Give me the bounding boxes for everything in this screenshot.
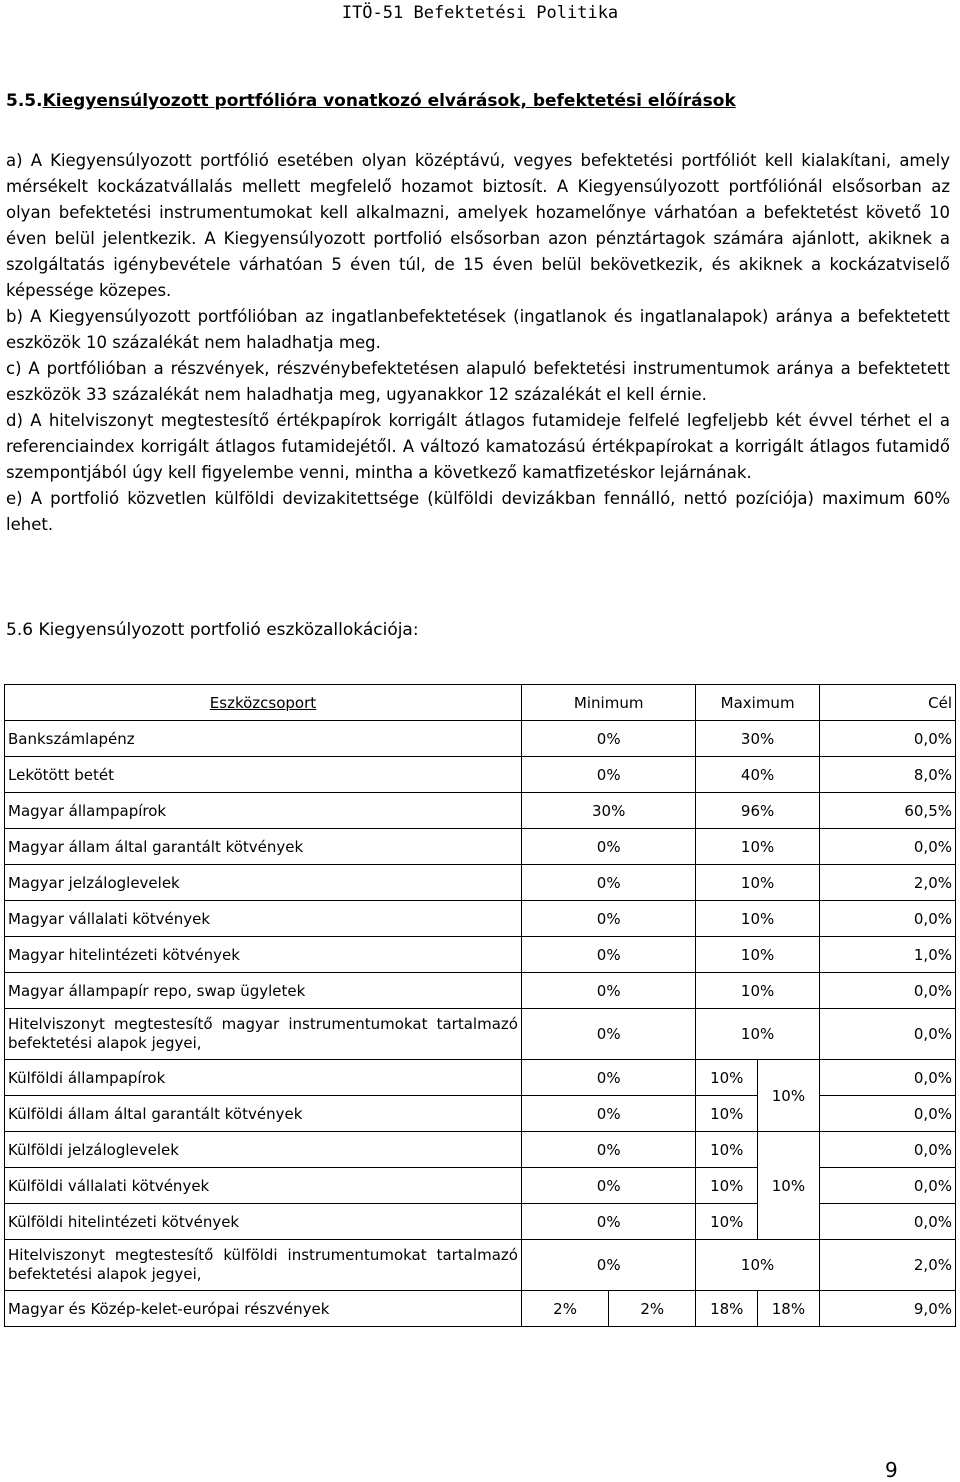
max-value: 10%	[696, 937, 819, 973]
max-value: 30%	[696, 721, 819, 757]
table-row	[5, 1291, 956, 1327]
target-value: 0,0%	[819, 721, 955, 757]
asset-name: Magyar jelzáloglevelek	[5, 865, 522, 901]
table-row	[5, 865, 956, 901]
min-value: 0%	[521, 1009, 695, 1060]
paragraph-d: d) A hitelviszonyt megtestesítő értékpapírok korrigált átlagos futamideje felfelé legfeljebb két évvel térhet el a referenciaindex korrigált átlagos futamidejétől. A változó kamatozású értékpapírokat a korrigált átlagos futamidő szempontjából úgy kell figyelembe venni, mintha a következő kamatfizetéskor lejárnának.	[6, 411, 950, 482]
max-value: 10%	[696, 1132, 758, 1168]
min-value: 0%	[521, 757, 695, 793]
table-row	[5, 937, 956, 973]
target-value: 0,0%	[819, 973, 955, 1009]
min-value: 0%	[521, 865, 695, 901]
table-row	[5, 1240, 956, 1291]
min-value: 0%	[521, 901, 695, 937]
target-value: 0,0%	[819, 1060, 955, 1096]
asset-name: Magyar hitelintézeti kötvények	[5, 937, 522, 973]
table-row	[5, 1060, 956, 1096]
min-value: 0%	[521, 937, 695, 973]
min-value: 0%	[521, 1096, 695, 1132]
asset-name: Külföldi állampapírok	[5, 1060, 522, 1096]
paragraph-b: b) A Kiegyensúlyozott portfólióban az ingatlanbefektetések (ingatlanok és ingatlanalapok) aránya a befektetett eszközök 10 százalékát nem haladhatja meg.	[6, 307, 950, 352]
group-max-value: 10%	[758, 1060, 820, 1132]
header-asset-class: Eszközcsoport	[5, 685, 522, 721]
min-value: 0%	[521, 1060, 695, 1096]
min-value: 0%	[521, 973, 695, 1009]
section-number: 5.5.	[6, 91, 43, 111]
target-value: 2,0%	[819, 865, 955, 901]
paragraph-e: e) A portfolió közvetlen külföldi devizakitettsége (külföldi devizákban fennálló, nettó pozíciója) maximum 60% lehet.	[6, 489, 950, 534]
page-number: 9	[885, 1458, 898, 1482]
paragraph-a: a) A Kiegyensúlyozott portfólió esetében olyan középtávú, vegyes befektetési portfóliót kell kialakítani, amely mérsékelt kockázatvállalás mellett megfelelő hozamot biztosít. A Kiegyensúlyozott portfóliónál elsősorban az olyan befektetési instrumentumokat kell alkalmazni, amelyek hozamelőnye várhatóan a befektetést követő 10 éven belül jelentkezik. A Kiegyensúlyozott portfolió elsősorban azon pénztártagok számára ajánlott, akiknek a szolgáltatás igénybevétele várhatóan 5 éven túl, de 15 éven belül bekövetkezik, és akiknek a kockázatviselő képessége közepes.	[6, 151, 950, 300]
section-title-text: Kiegyensúlyozott portfólióra vonatkozó elvárások, befektetési előírások	[42, 91, 736, 111]
target-value: 1,0%	[819, 937, 955, 973]
max-value: 96%	[696, 793, 819, 829]
min-value: 0%	[521, 1132, 695, 1168]
target-value: 0,0%	[819, 1204, 955, 1240]
min-value: 0%	[521, 829, 695, 865]
asset-name: Hitelviszonyt megtestesítő külföldi instrumentumokat tartalmazó befektetési alapok jegyei,	[5, 1240, 522, 1291]
header-maximum: Maximum	[696, 685, 819, 721]
target-value: 0,0%	[819, 1096, 955, 1132]
header-target: Cél	[819, 685, 955, 721]
max-value: 18%	[696, 1291, 758, 1327]
paragraph-c: c) A portfólióban a részvények, részvénybefektetésen alapuló befektetési instrumentumok aránya a befektetett eszközök 33 százalékát nem haladhatja meg, ugyanakkor 12 százalékát el kell érnie.	[6, 359, 950, 404]
asset-name: Külföldi állam által garantált kötvények	[5, 1096, 522, 1132]
asset-name: Magyar állampapírok	[5, 793, 522, 829]
table-row	[5, 901, 956, 937]
section-title	[6, 91, 736, 111]
group-max-value: 18%	[758, 1291, 820, 1327]
target-value: 60,5%	[819, 793, 955, 829]
max-value: 10%	[696, 1009, 819, 1060]
asset-name: Magyar állampapír repo, swap ügyletek	[5, 973, 522, 1009]
body-text	[6, 148, 950, 538]
table-row	[5, 757, 956, 793]
allocation-table	[4, 684, 956, 1327]
asset-name: Magyar és Közép-kelet-európai részvények	[5, 1291, 522, 1327]
asset-name: Külföldi vállalati kötvények	[5, 1168, 522, 1204]
asset-name: Lekötött betét	[5, 757, 522, 793]
min-value: 2%	[521, 1291, 608, 1327]
min-value: 0%	[521, 1240, 695, 1291]
max-value: 40%	[696, 757, 819, 793]
table-row	[5, 1132, 956, 1168]
max-value: 10%	[696, 1204, 758, 1240]
target-value: 8,0%	[819, 757, 955, 793]
subsection-title: 5.6 Kiegyensúlyozott portfolió eszközallokációja:	[6, 620, 419, 640]
max-value: 10%	[696, 1240, 819, 1291]
asset-name: Magyar vállalati kötvények	[5, 901, 522, 937]
max-value: 10%	[696, 901, 819, 937]
target-value: 0,0%	[819, 1168, 955, 1204]
header-minimum: Minimum	[521, 685, 695, 721]
target-value: 0,0%	[819, 1009, 955, 1060]
target-value: 0,0%	[819, 1132, 955, 1168]
group-max-value: 10%	[758, 1132, 820, 1240]
group-min-value: 2%	[609, 1291, 696, 1327]
max-value: 10%	[696, 1096, 758, 1132]
asset-name: Bankszámlapénz	[5, 721, 522, 757]
target-value: 9,0%	[819, 1291, 955, 1327]
table-row	[5, 973, 956, 1009]
asset-name: Magyar állam által garantált kötvények	[5, 829, 522, 865]
table-row	[5, 793, 956, 829]
target-value: 0,0%	[819, 829, 955, 865]
table-row	[5, 829, 956, 865]
max-value: 10%	[696, 1060, 758, 1096]
target-value: 2,0%	[819, 1240, 955, 1291]
table-row	[5, 1009, 956, 1060]
page-header: ITÖ-51 Befektetési Politika	[341, 3, 619, 23]
table-header-row	[5, 685, 956, 721]
max-value: 10%	[696, 829, 819, 865]
max-value: 10%	[696, 865, 819, 901]
asset-name: Külföldi hitelintézeti kötvények	[5, 1204, 522, 1240]
min-value: 30%	[521, 793, 695, 829]
asset-name: Külföldi jelzáloglevelek	[5, 1132, 522, 1168]
asset-name: Hitelviszonyt megtestesítő magyar instrumentumokat tartalmazó befektetési alapok jegyei,	[5, 1009, 522, 1060]
min-value: 0%	[521, 1168, 695, 1204]
min-value: 0%	[521, 721, 695, 757]
target-value: 0,0%	[819, 901, 955, 937]
table-row	[5, 721, 956, 757]
max-value: 10%	[696, 973, 819, 1009]
min-value: 0%	[521, 1204, 695, 1240]
max-value: 10%	[696, 1168, 758, 1204]
